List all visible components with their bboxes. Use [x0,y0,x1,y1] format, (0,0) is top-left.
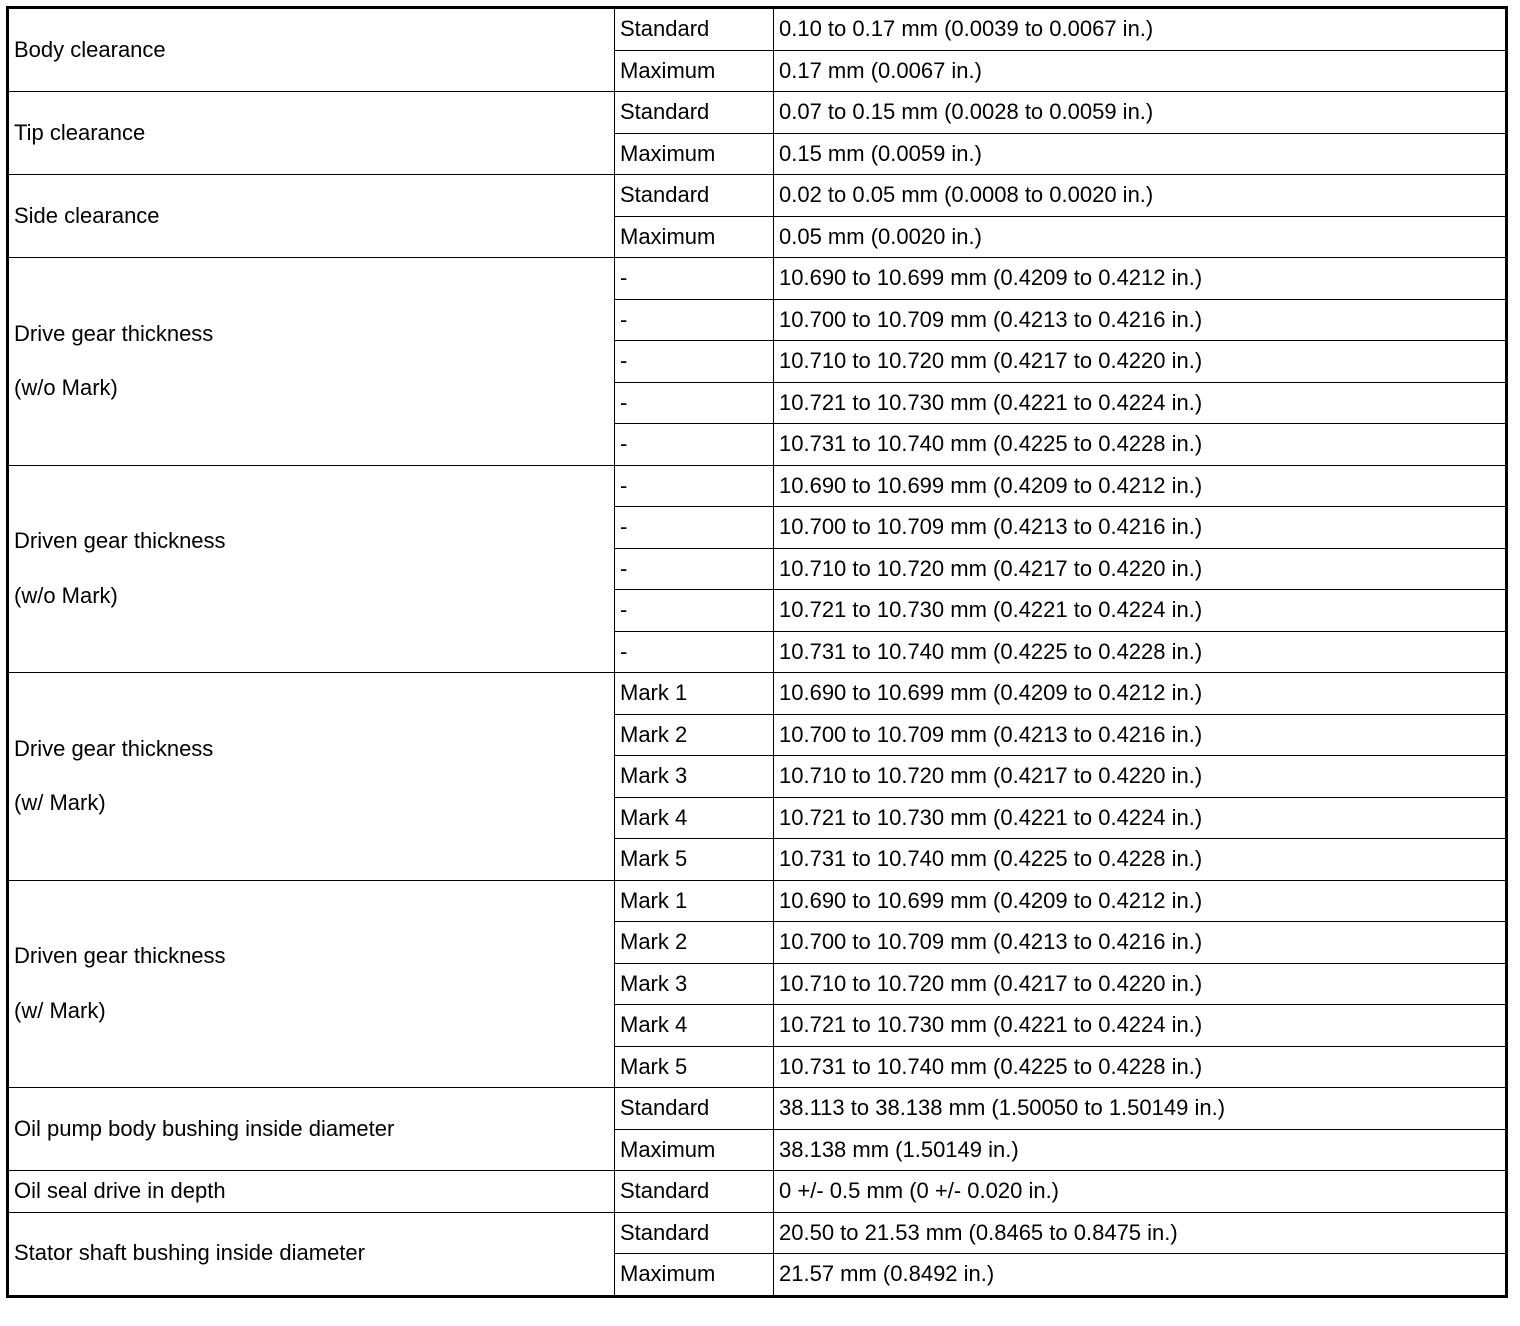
value-cell: 10.731 to 10.740 mm (0.4225 to 0.4228 in.) [774,1046,1507,1088]
condition-cell: Mark 4 [615,797,774,839]
condition-cell: Mark 4 [615,1005,774,1047]
item-name: Driven gear thickness [14,943,226,969]
value-cell: 0.05 mm (0.0020 in.) [774,216,1507,258]
value-cell: 0.07 to 0.15 mm (0.0028 to 0.0059 in.) [774,92,1507,134]
item-name: Body clearance [14,36,166,62]
table-row [8,880,1507,922]
item-name-cell [8,1088,615,1171]
value-cell: 10.721 to 10.730 mm (0.4221 to 0.4224 in.) [774,382,1507,424]
table-row [8,465,1507,507]
value-cell: 10.731 to 10.740 mm (0.4225 to 0.4228 in.) [774,424,1507,466]
item-qualifier: (w/o Mark) [14,375,118,401]
item-name: Stator shaft bushing inside diameter [14,1240,365,1266]
value-cell: 0.15 mm (0.0059 in.) [774,133,1507,175]
condition-cell: - [615,590,774,632]
condition-cell: Standard [615,175,774,217]
item-name-cell [8,465,615,673]
condition-cell: - [615,424,774,466]
item-name-cell [8,1171,615,1213]
table-row [8,258,1507,300]
condition-cell: Mark 3 [615,963,774,1005]
item-name: Drive gear thickness [14,320,214,346]
item-qualifier: (w/ Mark) [14,790,106,816]
item-name: Side clearance [14,202,160,228]
condition-cell: - [615,341,774,383]
condition-cell: Mark 2 [615,922,774,964]
table-row [8,1212,1507,1254]
item-name-cell [8,880,615,1088]
table-row [8,92,1507,134]
value-cell: 10.710 to 10.720 mm (0.4217 to 0.4220 in.) [774,341,1507,383]
condition-cell: - [615,258,774,300]
value-cell: 10.690 to 10.699 mm (0.4209 to 0.4212 in.) [774,880,1507,922]
value-cell: 21.57 mm (0.8492 in.) [774,1254,1507,1297]
condition-cell: Mark 3 [615,756,774,798]
table-row [8,175,1507,217]
item-name: Driven gear thickness [14,528,226,554]
value-cell: 10.710 to 10.720 mm (0.4217 to 0.4220 in.) [774,548,1507,590]
condition-cell: Maximum [615,50,774,92]
item-name-cell [8,258,615,466]
item-name: Drive gear thickness [14,735,214,761]
condition-cell: - [615,465,774,507]
table-row [8,8,1507,51]
value-cell: 10.700 to 10.709 mm (0.4213 to 0.4216 in.) [774,507,1507,549]
value-cell: 10.700 to 10.709 mm (0.4213 to 0.4216 in.) [774,714,1507,756]
value-cell: 38.113 to 38.138 mm (1.50050 to 1.50149 in.) [774,1088,1507,1130]
value-cell: 10.710 to 10.720 mm (0.4217 to 0.4220 in.) [774,756,1507,798]
value-cell: 10.721 to 10.730 mm (0.4221 to 0.4224 in.) [774,590,1507,632]
item-name-cell [8,1212,615,1296]
value-cell: 10.700 to 10.709 mm (0.4213 to 0.4216 in.) [774,299,1507,341]
table-row [8,1171,1507,1213]
condition-cell: Maximum [615,1254,774,1297]
condition-cell: Standard [615,1171,774,1213]
value-cell: 0.02 to 0.05 mm (0.0008 to 0.0020 in.) [774,175,1507,217]
condition-cell: Mark 1 [615,673,774,715]
condition-cell: Mark 5 [615,1046,774,1088]
value-cell: 10.700 to 10.709 mm (0.4213 to 0.4216 in.) [774,922,1507,964]
condition-cell: Mark 2 [615,714,774,756]
condition-cell: - [615,507,774,549]
item-qualifier: (w/o Mark) [14,582,118,608]
value-cell: 10.731 to 10.740 mm (0.4225 to 0.4228 in.) [774,631,1507,673]
item-name: Oil pump body bushing inside diameter [14,1115,395,1141]
value-cell: 0.17 mm (0.0067 in.) [774,50,1507,92]
item-name: Oil seal drive in depth [14,1178,226,1204]
value-cell: 10.690 to 10.699 mm (0.4209 to 0.4212 in.) [774,465,1507,507]
value-cell: 0.10 to 0.17 mm (0.0039 to 0.0067 in.) [774,8,1507,51]
condition-cell: Standard [615,8,774,51]
table-row [8,673,1507,715]
condition-cell: Mark 5 [615,839,774,881]
value-cell: 10.690 to 10.699 mm (0.4209 to 0.4212 in.) [774,673,1507,715]
value-cell: 10.710 to 10.720 mm (0.4217 to 0.4220 in.) [774,963,1507,1005]
item-name-cell [8,175,615,258]
condition-cell: Standard [615,92,774,134]
value-cell: 10.690 to 10.699 mm (0.4209 to 0.4212 in.) [774,258,1507,300]
value-cell: 0 +/- 0.5 mm (0 +/- 0.020 in.) [774,1171,1507,1213]
condition-cell: Standard [615,1088,774,1130]
table-row [8,1088,1507,1130]
condition-cell: - [615,548,774,590]
condition-cell: Maximum [615,216,774,258]
value-cell: 10.721 to 10.730 mm (0.4221 to 0.4224 in.) [774,797,1507,839]
condition-cell: - [615,382,774,424]
value-cell: 38.138 mm (1.50149 in.) [774,1129,1507,1171]
item-name-cell [8,673,615,881]
item-name-cell [8,92,615,175]
specification-table-body [8,8,1507,1297]
item-qualifier: (w/ Mark) [14,997,106,1023]
condition-cell: - [615,299,774,341]
condition-cell: Maximum [615,1129,774,1171]
condition-cell: Standard [615,1212,774,1254]
specification-table [6,6,1508,1298]
value-cell: 10.731 to 10.740 mm (0.4225 to 0.4228 in.) [774,839,1507,881]
condition-cell: - [615,631,774,673]
item-name: Tip clearance [14,119,146,145]
item-name-cell [8,8,615,92]
condition-cell: Mark 1 [615,880,774,922]
value-cell: 20.50 to 21.53 mm (0.8465 to 0.8475 in.) [774,1212,1507,1254]
value-cell: 10.721 to 10.730 mm (0.4221 to 0.4224 in.) [774,1005,1507,1047]
condition-cell: Maximum [615,133,774,175]
